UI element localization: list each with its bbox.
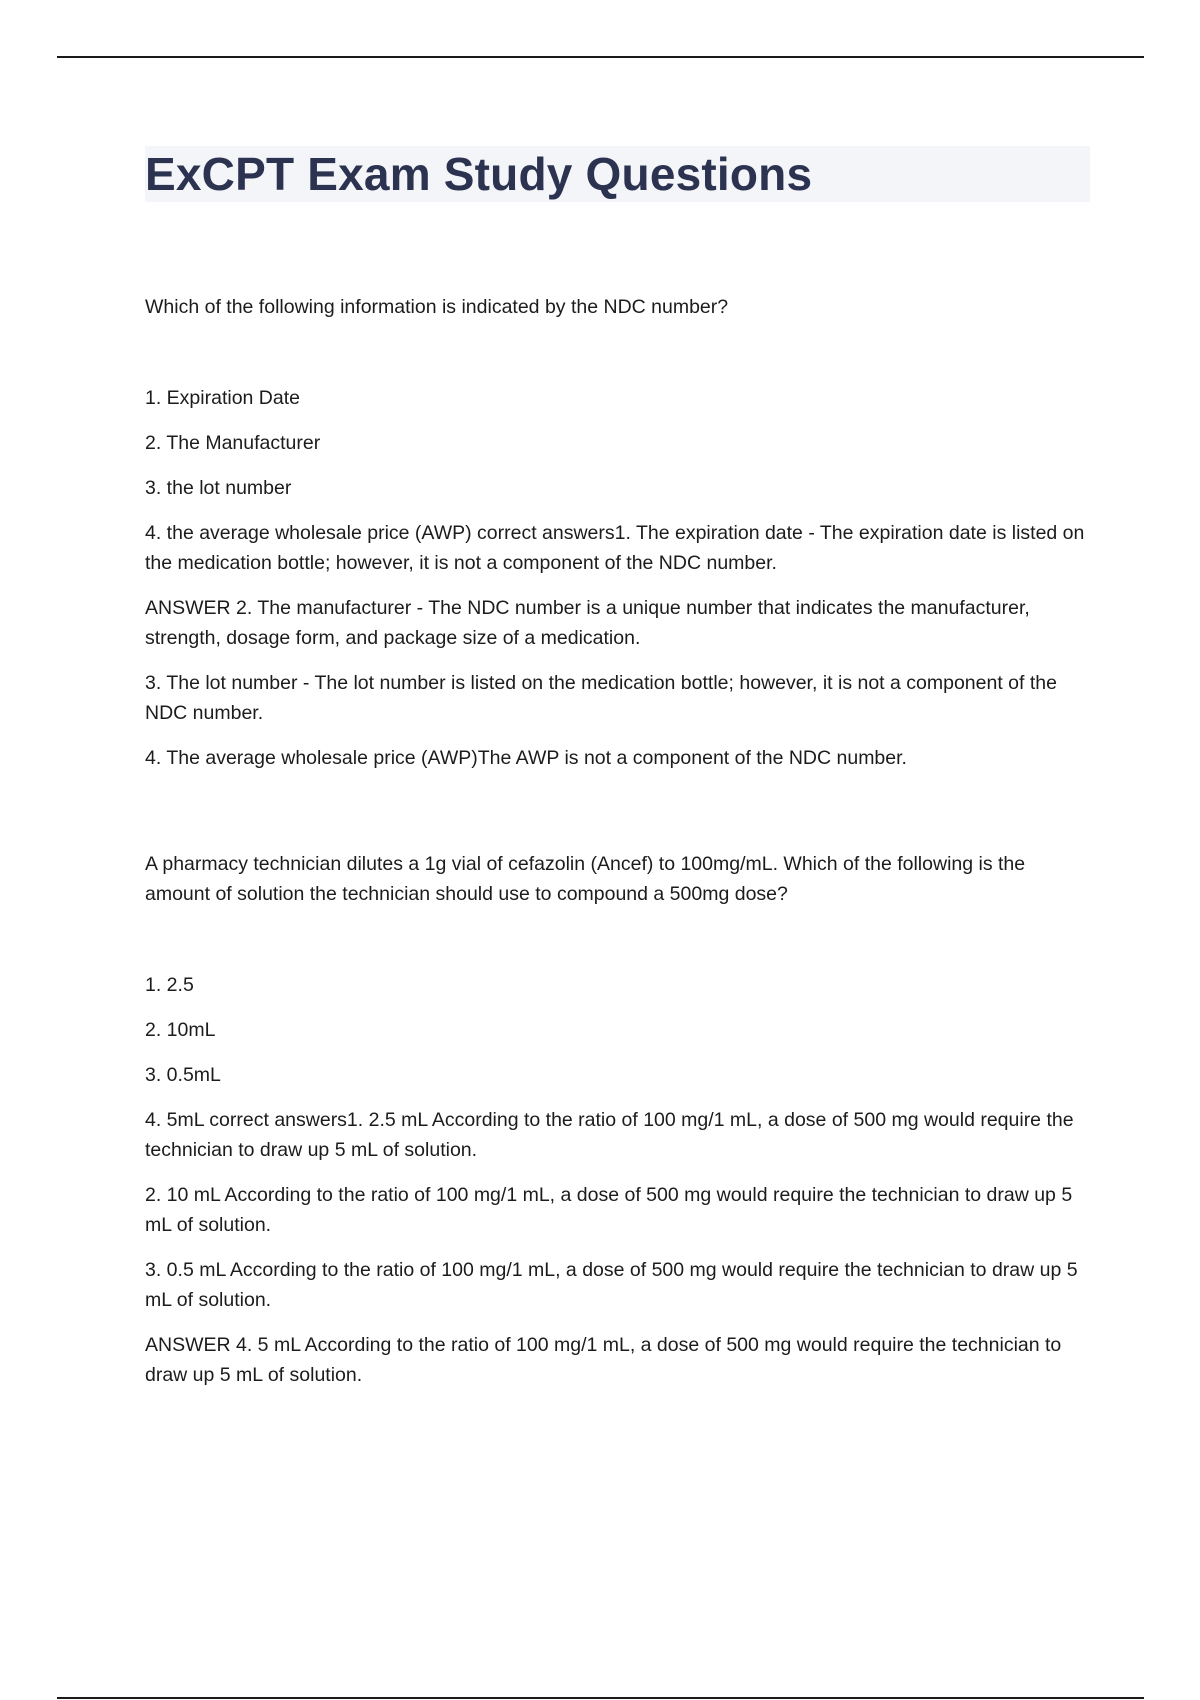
question-spacer — [145, 788, 1095, 849]
document-body — [145, 292, 1095, 1405]
question-prompt: A pharmacy technician dilutes a 1g vial of cefazolin (Ancef) to 100mg/mL. Which of the following is the amount of solution the technician should use to compound a 500mg dose? — [145, 853, 1026, 905]
footer-rule — [57, 1697, 1144, 1699]
page-title: ExCPT Exam Study Questions — [145, 148, 813, 200]
answer-option: 4. 5mL correct answers1. 2.5 mL According to the ratio of 100 mg/1 mL, a dose of 500 mg would require the technician to draw up 5 mL of solution. — [145, 1109, 1074, 1161]
answer-option: 2. The Manufacturer — [145, 432, 321, 454]
answer-option: 1. Expiration Date — [145, 387, 301, 409]
answer-option: 2. 10mL — [145, 1019, 216, 1041]
answer-explanation: 3. 0.5 mL According to the ratio of 100 mg/1 mL, a dose of 500 mg would require the technician to draw up 5 mL of solution. — [145, 1259, 1078, 1311]
answer-explanation: 3. The lot number - The lot number is listed on the medication bottle; however, it is not a component of the NDC number. — [145, 672, 1057, 724]
header-rule — [57, 56, 1144, 58]
answer-option: 3. 0.5mL — [145, 1064, 221, 1086]
question-prompt: Which of the following information is indicated by the NDC number? — [145, 296, 729, 318]
answer-option: 3. the lot number — [145, 477, 292, 499]
answer-explanation: ANSWER 4. 5 mL According to the ratio of 100 mg/1 mL, a dose of 500 mg would require the technician to draw up 5 mL of solution. — [145, 1334, 1062, 1386]
answer-explanation: 4. The average wholesale price (AWP)The AWP is not a component of the NDC number. — [145, 747, 907, 769]
answer-option: 1. 2.5 — [145, 974, 194, 996]
answer-option: 4. the average wholesale price (AWP) correct answers1. The expiration date - The expiration date is listed on the medication bottle; however, it is not a component of the NDC number. — [145, 522, 1085, 574]
answer-explanation: 2. 10 mL According to the ratio of 100 mg/1 mL, a dose of 500 mg would require the technician to draw up 5 mL of solution. — [145, 1184, 1073, 1236]
answer-explanation: ANSWER 2. The manufacturer - The NDC number is a unique number that indicates the manufacturer, strength, dosage form, and package size of a medication. — [145, 597, 1030, 649]
